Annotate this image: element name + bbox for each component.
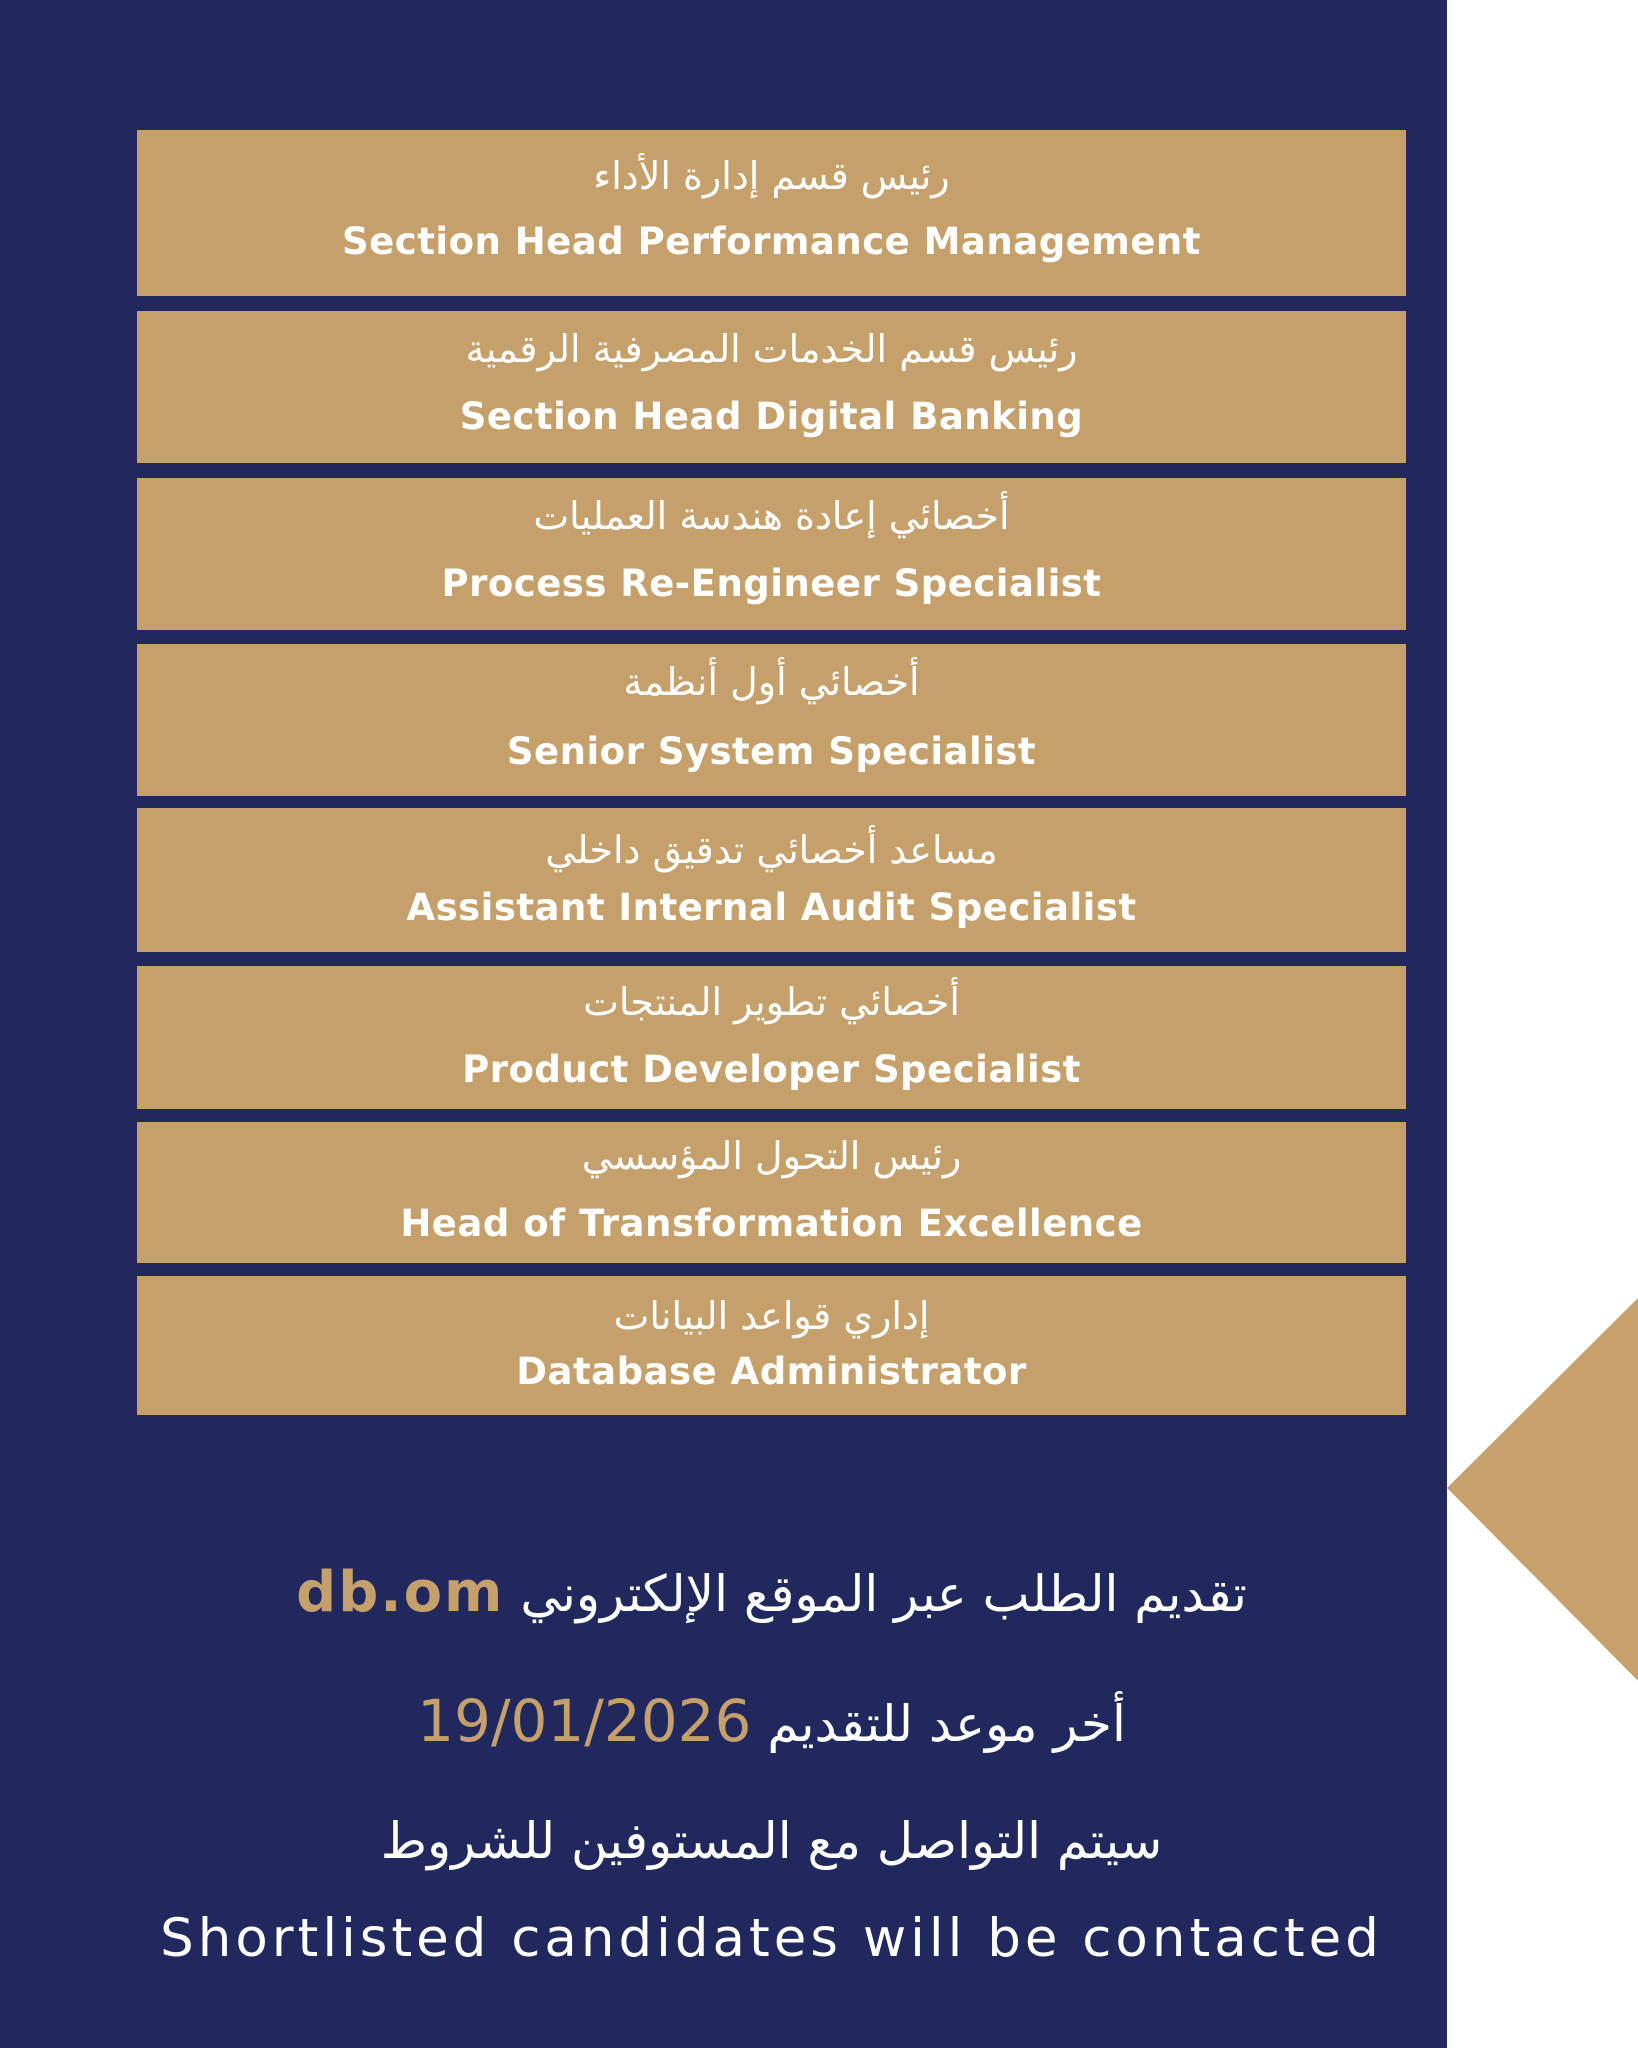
job-title-english: Process Re-Engineer Specialist: [441, 562, 1102, 605]
job-card-product-developer: [137, 966, 1406, 1109]
job-title-arabic: رئيس قسم الخدمات المصرفية الرقمية: [465, 327, 1078, 371]
job-title-english: Assistant Internal Audit Specialist: [406, 886, 1137, 929]
website-link[interactable]: db.om: [296, 1560, 505, 1625]
job-title-arabic: إداري قواعد البيانات: [613, 1294, 930, 1338]
job-title-english: Product Developer Specialist: [462, 1048, 1081, 1091]
job-card-digital-banking: [137, 311, 1406, 463]
job-card-performance-management: [137, 130, 1406, 296]
job-card-database-administrator: [137, 1276, 1406, 1415]
job-title-english: Senior System Specialist: [506, 730, 1037, 773]
job-title-english: Database Administrator: [516, 1350, 1027, 1393]
job-title-arabic: رئيس قسم إدارة الأداء: [593, 154, 950, 198]
apply-text: تقديم الطلب عبر الموقع الإلكتروني: [520, 1565, 1247, 1623]
job-title-arabic: مساعد أخصائي تدقيق داخلي: [545, 828, 998, 872]
job-title-arabic: رئيس التحول المؤسسي: [581, 1134, 962, 1178]
job-card-internal-audit: [137, 808, 1406, 952]
apply-instructions: [137, 1560, 1406, 1627]
contact-note-arabic: سيتم التواصل مع المستوفين للشروط: [380, 1812, 1163, 1870]
job-title-arabic: أخصائي تطوير المنتجات: [583, 980, 960, 1024]
job-card-transformation-excellence: [137, 1122, 1406, 1263]
job-title-arabic: أخصائي أول أنظمة: [623, 660, 920, 704]
job-title-english: Head of Transformation Excellence: [400, 1202, 1143, 1245]
application-deadline: [137, 1688, 1406, 1757]
job-title-english: Section Head Digital Banking: [459, 395, 1084, 438]
job-card-senior-system-specialist: [137, 644, 1406, 796]
deadline-date: 19/01/2026: [417, 1687, 752, 1755]
job-title-english: Section Head Performance Management: [342, 220, 1201, 263]
job-title-arabic: أخصائي إعادة هندسة العمليات: [533, 494, 1010, 538]
contact-note-english: Shortlisted candidates will be contacted: [160, 1908, 1383, 1969]
deadline-label: أخر موعد للتقديم: [767, 1695, 1126, 1753]
job-card-process-re-engineer: [137, 478, 1406, 630]
